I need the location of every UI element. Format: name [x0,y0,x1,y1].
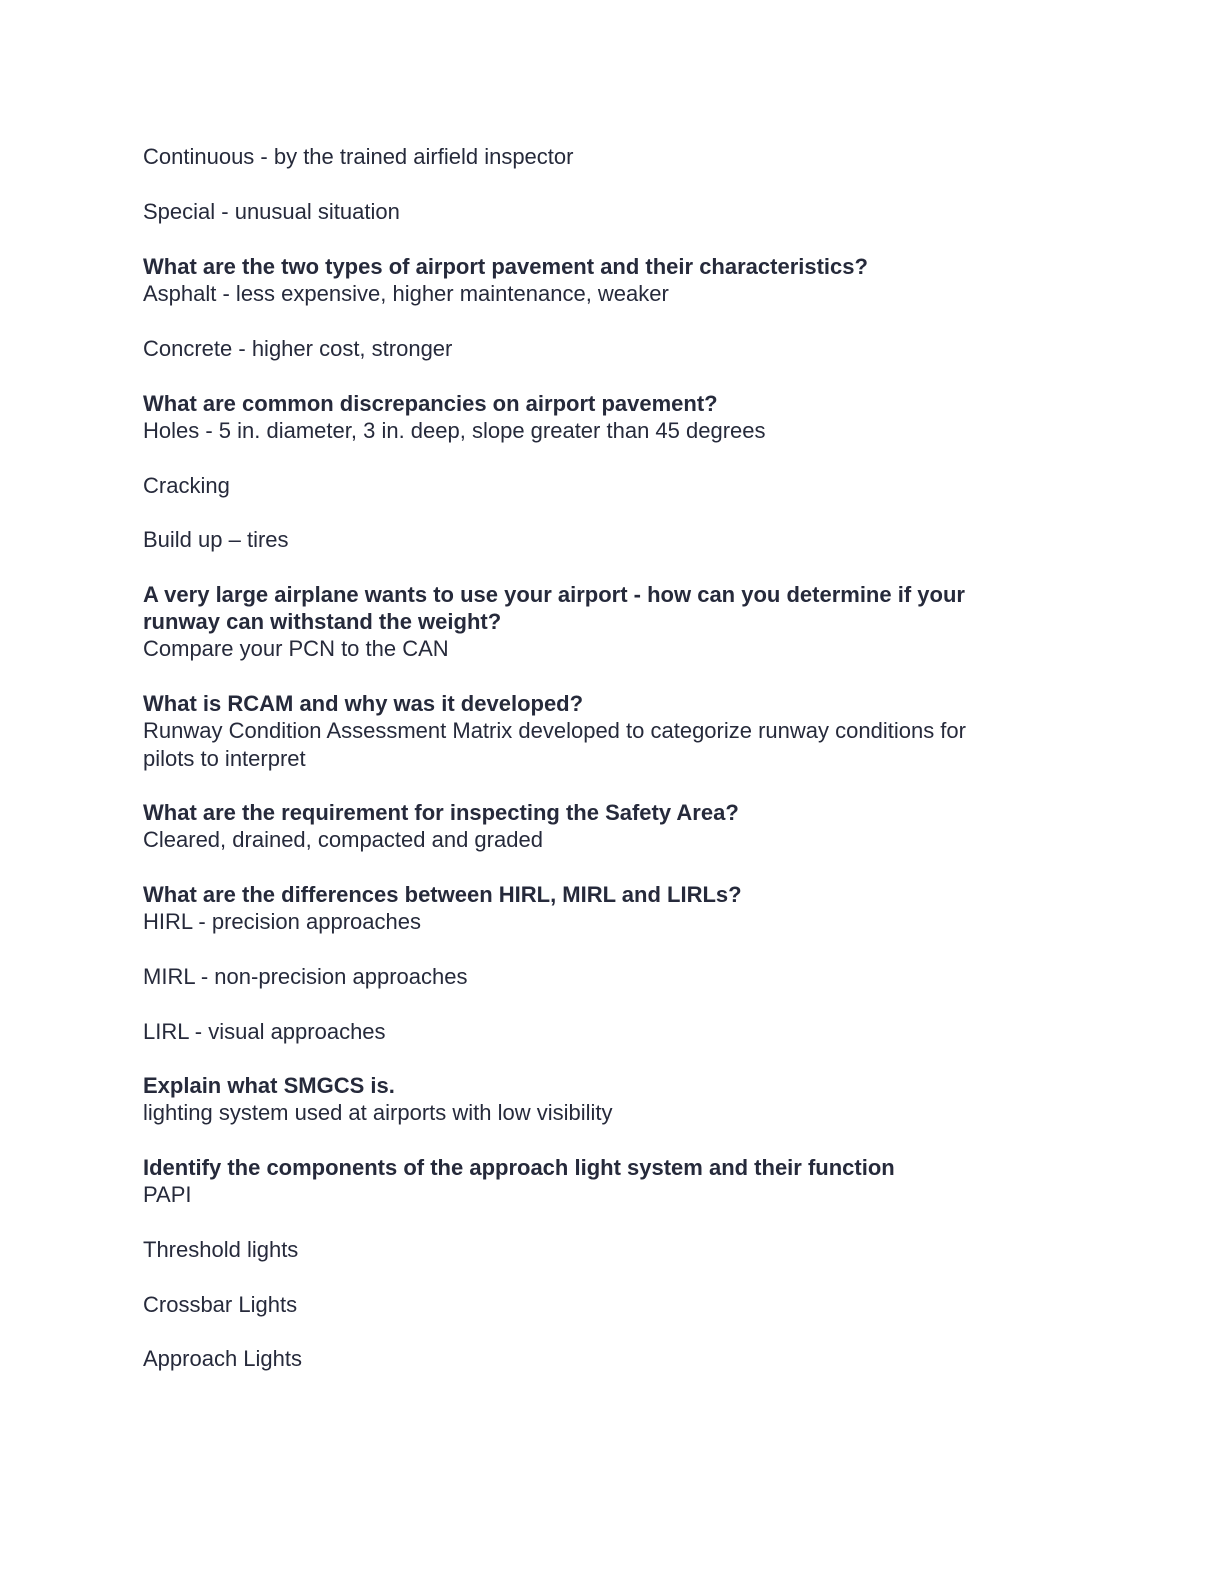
question-hirl-mirl-lirl: What are the differences between HIRL, MIRL and LIRLs? [143,882,742,907]
answer-holes: Holes - 5 in. diameter, 3 in. deep, slope greater than 45 degrees [143,418,766,443]
question-pavement-discrepancies: What are common discrepancies on airport pavement? [143,391,718,416]
answer-cracking: Cracking [143,473,230,498]
answer-mirl: MIRL - non-precision approaches [143,964,468,989]
answer-hirl: HIRL - precision approaches [143,909,421,934]
answer-concrete: Concrete - higher cost, stronger [143,336,453,361]
question-safety-area: What are the requirement for inspecting the Safety Area? [143,800,739,825]
answer-smgcs: lighting system used at airports with low visibility [143,1100,613,1125]
question-approach-light-system: Identify the components of the approach light system and their function [143,1155,895,1180]
answer-continuous: Continuous - by the trained airfield inspector [143,144,574,169]
question-rcam: What is RCAM and why was it developed? [143,691,584,716]
question-smgcs: Explain what SMGCS is. [143,1073,395,1098]
answer-safety-area: Cleared, drained, compacted and graded [143,827,543,852]
answer-crossbar-lights: Crossbar Lights [143,1292,298,1317]
question-large-airplane-line-2: runway can withstand the weight? [143,609,502,634]
answer-pcn: Compare your PCN to the CAN [143,636,449,661]
question-large-airplane-line-1: A very large airplane wants to use your airport - how can you determine if your [143,582,965,607]
answer-build-up: Build up – tires [143,527,289,552]
answer-approach-lights: Approach Lights [143,1346,302,1371]
answer-threshold-lights: Threshold lights [143,1237,299,1262]
answer-asphalt: Asphalt - less expensive, higher maintenance, weaker [143,281,669,306]
answer-rcam-line-1: Runway Condition Assessment Matrix developed to categorize runway conditions for [143,718,966,743]
answer-lirl: LIRL - visual approaches [143,1019,386,1044]
answer-special: Special - unusual situation [143,199,400,224]
answer-rcam-line-2: pilots to interpret [143,746,306,771]
question-pavement-types: What are the two types of airport pavement and their characteristics? [143,254,868,279]
answer-papi: PAPI [143,1182,192,1207]
